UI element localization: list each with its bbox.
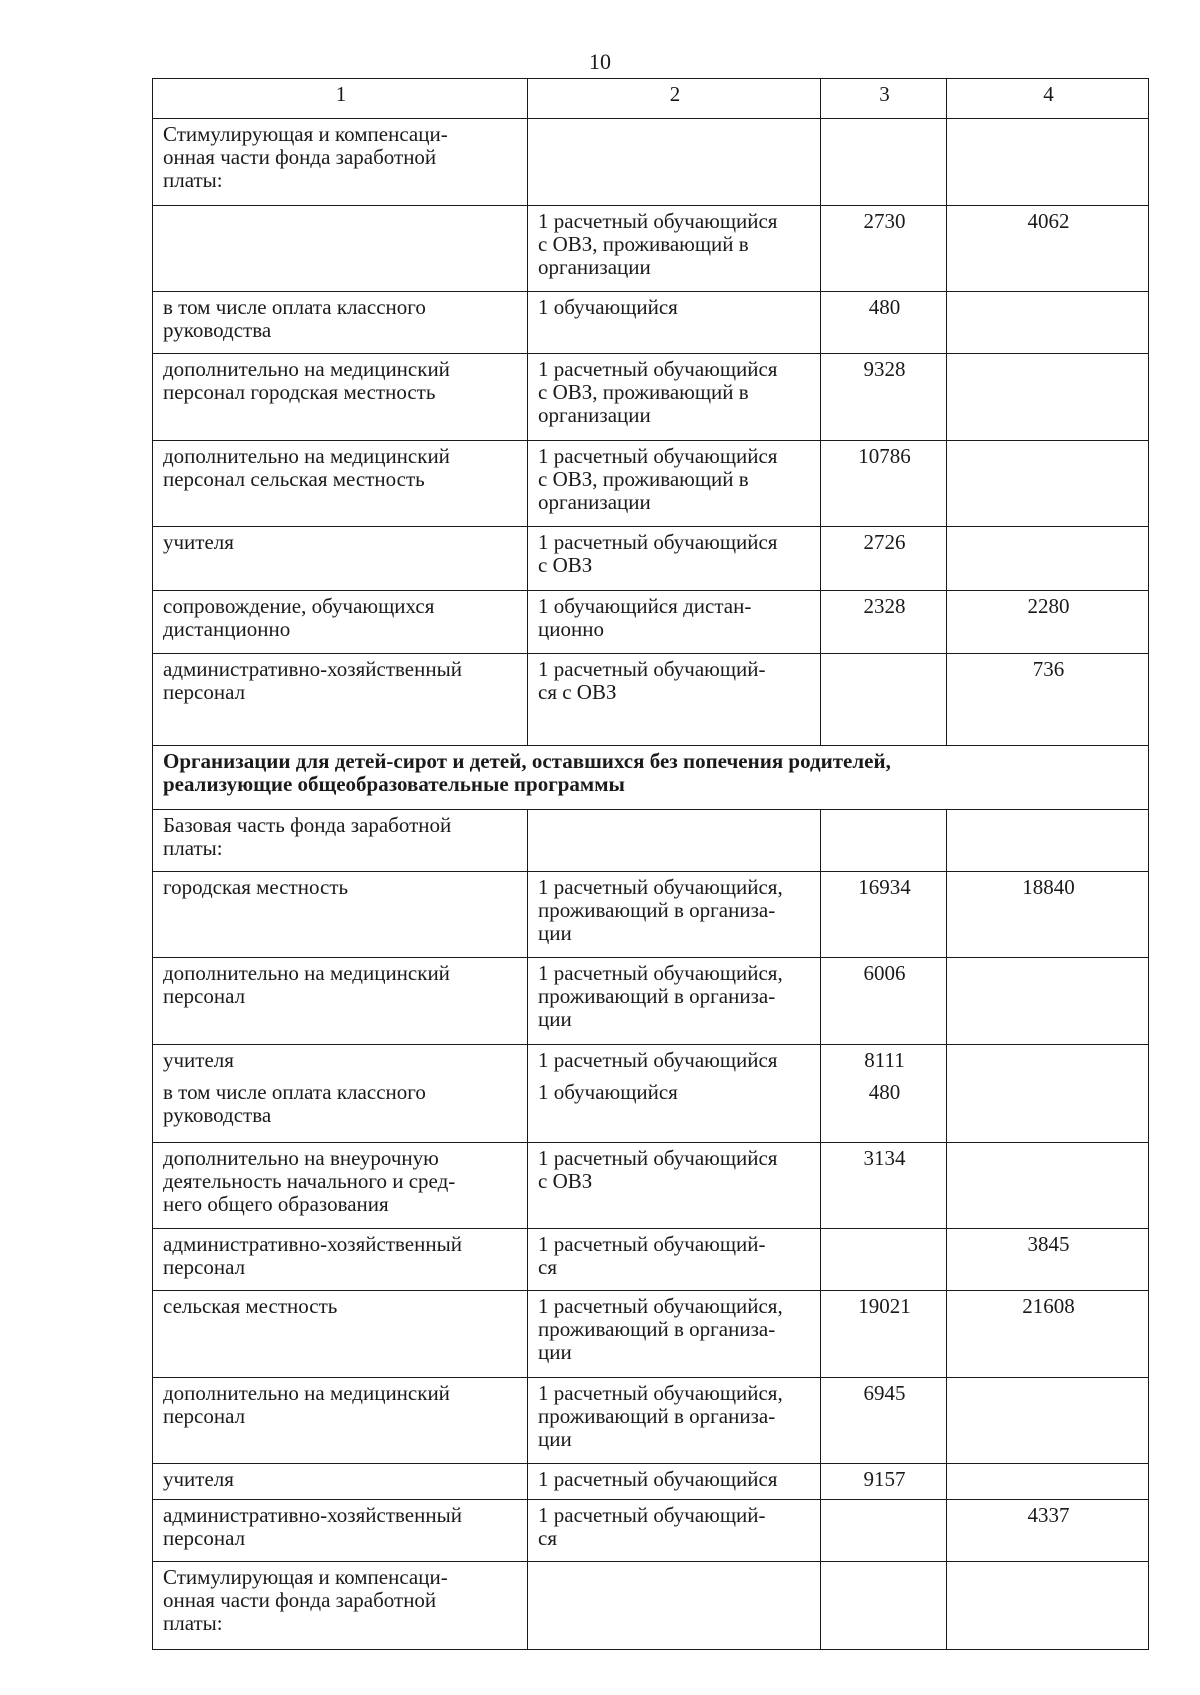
- indicator-cell: в том числе оплата классного руководства: [153, 292, 528, 354]
- funding-table: [152, 78, 1149, 1650]
- unit-cell: 1 расчетный обучающий- ся с ОВЗ: [528, 654, 821, 746]
- total-cell: [947, 354, 1149, 441]
- total-cell: 2280: [947, 591, 1149, 654]
- unit-cell: 1 расчетный обучающийся с ОВЗ, проживающий в организации: [528, 206, 821, 292]
- norm-cell: [821, 654, 947, 746]
- table-row: [153, 1464, 1149, 1500]
- norm-cell: 3134: [821, 1143, 947, 1229]
- unit-cell: 1 расчетный обучающий- ся: [528, 1500, 821, 1562]
- unit-line: 1 расчетный обучающийся: [538, 1048, 778, 1072]
- indicator-cell: дополнительно на медицинский персонал: [153, 1378, 528, 1464]
- indicator-cell: учителя: [153, 1464, 528, 1500]
- indicator-cell: [153, 1045, 528, 1143]
- indicator-cell: городская местность: [153, 872, 528, 958]
- unit-cell: 1 обучающийся: [528, 292, 821, 354]
- total-cell: [947, 1464, 1149, 1500]
- indicator-cell: учителя: [153, 527, 528, 591]
- total-cell: [947, 1143, 1149, 1229]
- total-cell: 4337: [947, 1500, 1149, 1562]
- table-row: [153, 292, 1149, 354]
- unit-cell: [528, 1045, 821, 1143]
- header-cell: 4: [947, 79, 1149, 119]
- norm-cell: [821, 810, 947, 872]
- total-cell: [947, 810, 1149, 872]
- indicator-cell: дополнительно на медицинский персонал сельская местность: [153, 441, 528, 527]
- indicator-cell: административно-хозяйственный персонал: [153, 1229, 528, 1291]
- norm-cell: 16934: [821, 872, 947, 958]
- total-cell: [947, 292, 1149, 354]
- header-cell: 2: [528, 79, 821, 119]
- unit-cell: 1 расчетный обучающийся, проживающий в организа- ции: [528, 872, 821, 958]
- norm-cell: [821, 1229, 947, 1291]
- table-row: [153, 810, 1149, 872]
- total-cell: 3845: [947, 1229, 1149, 1291]
- unit-line: 1 обучающийся: [538, 1080, 678, 1104]
- unit-cell: 1 расчетный обучающийся с ОВЗ, проживающий в организации: [528, 441, 821, 527]
- table-row: [153, 1229, 1149, 1291]
- section-row: [153, 746, 1149, 810]
- norm-cell: 9157: [821, 1464, 947, 1500]
- unit-cell: 1 расчетный обучающийся с ОВЗ, проживающий в организации: [528, 354, 821, 441]
- unit-cell: 1 расчетный обучающийся, проживающий в организа- ции: [528, 1378, 821, 1464]
- header-cell: 1: [153, 79, 528, 119]
- norm-cell: [821, 1562, 947, 1650]
- total-cell: [947, 1378, 1149, 1464]
- norm-cell: 2726: [821, 527, 947, 591]
- norm-line: 8111: [864, 1048, 905, 1072]
- norm-cell: 19021: [821, 1291, 947, 1378]
- indicator-cell: сельская местность: [153, 1291, 528, 1378]
- unit-cell: [528, 119, 821, 206]
- table-row: [153, 527, 1149, 591]
- indicator-cell: сопровождение, обучающихся дистанционно: [153, 591, 528, 654]
- table-row: [153, 1500, 1149, 1562]
- unit-cell: 1 обучающийся дистан- ционно: [528, 591, 821, 654]
- table-row: [153, 1562, 1149, 1650]
- indicator-cell: [153, 206, 528, 292]
- table-row: [153, 1291, 1149, 1378]
- table-row: [153, 354, 1149, 441]
- indicator-cell: административно-хозяйственный персонал: [153, 654, 528, 746]
- indicator-cell: административно-хозяйственный персонал: [153, 1500, 528, 1562]
- norm-cell: 6945: [821, 1378, 947, 1464]
- indicator-line: в том числе оплата классного руководства: [163, 1080, 426, 1127]
- unit-cell: [528, 810, 821, 872]
- indicator-cell: дополнительно на медицинский персонал: [153, 958, 528, 1045]
- total-cell: [947, 119, 1149, 206]
- unit-cell: 1 расчетный обучающийся: [528, 1464, 821, 1500]
- indicator-cell: Базовая часть фонда заработной платы:: [153, 810, 528, 872]
- norm-cell: 10786: [821, 441, 947, 527]
- table-row: [153, 1045, 1149, 1143]
- unit-cell: 1 расчетный обучающийся, проживающий в организа- ции: [528, 958, 821, 1045]
- total-cell: [947, 958, 1149, 1045]
- total-cell: 21608: [947, 1291, 1149, 1378]
- unit-cell: 1 расчетный обучающийся с ОВЗ: [528, 527, 821, 591]
- table-row: [153, 591, 1149, 654]
- table-header-row: [153, 79, 1149, 119]
- norm-cell: [821, 119, 947, 206]
- total-cell: [947, 1045, 1149, 1143]
- total-cell: 18840: [947, 872, 1149, 958]
- table-row: [153, 1378, 1149, 1464]
- norm-cell: 480: [821, 292, 947, 354]
- table-row: [153, 206, 1149, 292]
- total-cell: [947, 441, 1149, 527]
- total-cell: 4062: [947, 206, 1149, 292]
- table-row: [153, 654, 1149, 746]
- table-row: [153, 958, 1149, 1045]
- unit-cell: 1 расчетный обучающийся, проживающий в организа- ции: [528, 1291, 821, 1378]
- table-row: [153, 1143, 1149, 1229]
- unit-cell: [528, 1562, 821, 1650]
- norm-cell: [821, 1045, 947, 1143]
- norm-cell: [821, 1500, 947, 1562]
- indicator-line: учителя: [163, 1048, 234, 1072]
- total-cell: [947, 527, 1149, 591]
- section-title: Организации для детей-сирот и детей, оставшихся без попечения родителей, реализующие общеобразовательные программы: [153, 746, 1149, 810]
- indicator-cell: дополнительно на медицинский персонал городская местность: [153, 354, 528, 441]
- unit-cell: 1 расчетный обучающийся с ОВЗ: [528, 1143, 821, 1229]
- table-row: [153, 441, 1149, 527]
- indicator-cell: дополнительно на внеурочную деятельность начального и сред- него общего образования: [153, 1143, 528, 1229]
- total-cell: [947, 1562, 1149, 1650]
- norm-cell: 2328: [821, 591, 947, 654]
- total-cell: 736: [947, 654, 1149, 746]
- norm-cell: 2730: [821, 206, 947, 292]
- norm-line: 480: [868, 1080, 901, 1104]
- unit-cell: 1 расчетный обучающий- ся: [528, 1229, 821, 1291]
- header-cell: 3: [821, 79, 947, 119]
- indicator-cell: Стимулирующая и компенсаци- онная части фонда заработной платы:: [153, 119, 528, 206]
- table-row: [153, 119, 1149, 206]
- norm-cell: 9328: [821, 354, 947, 441]
- norm-cell: 6006: [821, 958, 947, 1045]
- table-row: [153, 872, 1149, 958]
- page-number: 10: [589, 49, 611, 74]
- indicator-cell: Стимулирующая и компенсаци- онная части фонда заработной платы:: [153, 1562, 528, 1650]
